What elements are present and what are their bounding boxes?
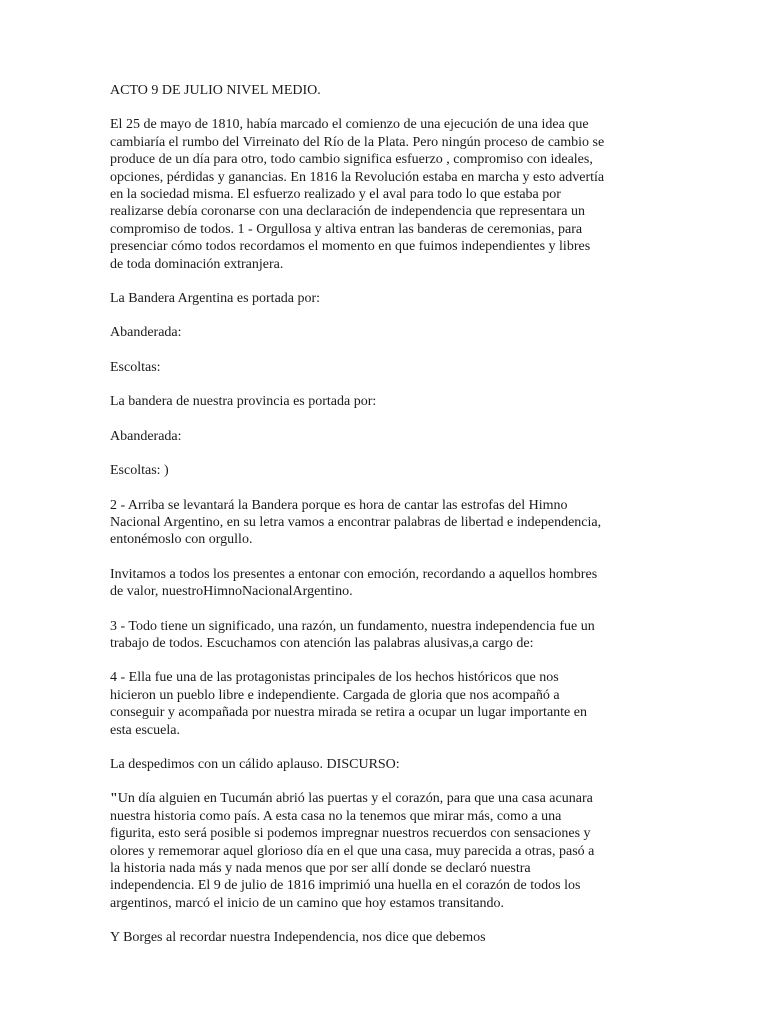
- speech-line: independencia. El 9 de julio de 1816 imprimió una huella en el corazón de todos los: [110, 878, 581, 894]
- item-4-line: hicieron un pueblo libre e independiente. Cargada de gloria que nos acompañó a: [110, 687, 560, 703]
- item-4-line: conseguir y acompañada por nuestra mirada se retira a ocupar un lugar importante en: [110, 705, 587, 721]
- item-3-line: trabajo de todos. Escuchamos con atención las palabras alusivas,a cargo de:: [110, 635, 534, 651]
- document-page: [110, 82, 658, 964]
- item-3-paragraph: [110, 618, 658, 653]
- item-4-line: 4 - Ella fue una de las protagonistas principales de los hechos históricos que nos: [110, 670, 559, 686]
- speech-line: nuestra historia como país. A esta casa no la tenemos que mirar más, como a una: [110, 808, 562, 824]
- flag-province-line: La bandera de nuestra provincia es portada por:: [110, 394, 377, 410]
- item-2-line: 2 - Arriba se levantará la Bandera porque es hora de cantar las estrofas del Himno: [110, 497, 568, 513]
- intro-line: en la sociedad misma. El esfuerzo realizado y el aval para todo lo que estaba por: [110, 187, 561, 203]
- item-4-paragraph: [110, 669, 658, 739]
- borges-line: Y Borges al recordar nuestra Independencia, nos dice que debemos: [110, 930, 486, 946]
- intro-line: El 25 de mayo de 1810, había marcado el comienzo de una ejecución de una idea que: [110, 117, 589, 133]
- intro-line: de toda dominación extranjera.: [110, 256, 284, 272]
- escoltas-label: Escoltas:: [110, 359, 161, 375]
- speech-line: [110, 790, 658, 807]
- speech-line: figurita, esto será posible si podemos impregnar nuestros recuerdos con sensaciones y: [110, 826, 591, 842]
- document-title: ACTO 9 DE JULIO NIVEL MEDIO.: [110, 83, 321, 98]
- speech-line: la historia nada más y nada menos que por ser allí donde se declaró nuestra: [110, 861, 531, 876]
- speech-line-text: Un día alguien en Tucumán abrió las puertas y el corazón, para que una casa acunara: [117, 791, 593, 807]
- item-2-line: Nacional Argentino, en su letra vamos a encontrar palabras de libertad e independencia,: [110, 514, 602, 530]
- item-2-paragraph: [110, 497, 658, 549]
- abanderada-label: Abanderada:: [110, 428, 182, 444]
- intro-line: produce de un día para otro, todo cambio significa esfuerzo , compromiso con ideales,: [110, 152, 593, 168]
- intro-line: cambiaría el rumbo del Virreinato del Río de la Plata. Pero ningún proceso de cambio se: [110, 134, 605, 150]
- invite-line: de valor, nuestroHimnoNacionalArgentino.: [110, 584, 353, 600]
- invite-line: Invitamos a todos los presentes a entonar con emoción, recordando a aquellos hombres: [110, 566, 598, 582]
- intro-line: presenciar cómo todos recordamos el momento en que fuimos independientes y libres: [110, 239, 591, 255]
- item-3-line: 3 - Todo tiene un significado, una razón, un fundamento, nuestra independencia fue un: [110, 618, 595, 634]
- intro-line: compromiso de todos. 1 - Orgullosa y altiva entran las banderas de ceremonias, para: [110, 221, 583, 237]
- speech-line: olores y rememorar aquel glorioso día en el que una casa, muy parecida a otras, pasó a: [110, 843, 595, 859]
- abanderada-label: Abanderada:: [110, 325, 182, 341]
- intro-line: opciones, pérdidas y ganancias. En 1816 la Revolución estaba en marcha y esto advertía: [110, 169, 605, 185]
- speech-paragraph: [110, 790, 658, 912]
- item-2-line: entonémoslo con orgullo.: [110, 532, 253, 548]
- item-4-line: esta escuela.: [110, 722, 180, 738]
- intro-line: realizarse debía coronarse con una declaración de independencia que representara un: [110, 204, 585, 220]
- speech-line: argentinos, marcó el inicio de un camino que hoy estamos transitando.: [110, 895, 504, 911]
- escoltas-label: Escoltas: ): [110, 463, 169, 479]
- open-quote-mark: ": [110, 791, 118, 807]
- farewell-line: La despedimos con un cálido aplauso. DISCURSO:: [110, 756, 400, 772]
- intro-paragraph: [110, 116, 658, 273]
- flag-argentina-line: La Bandera Argentina es portada por:: [110, 291, 321, 307]
- invite-paragraph: [110, 566, 658, 601]
